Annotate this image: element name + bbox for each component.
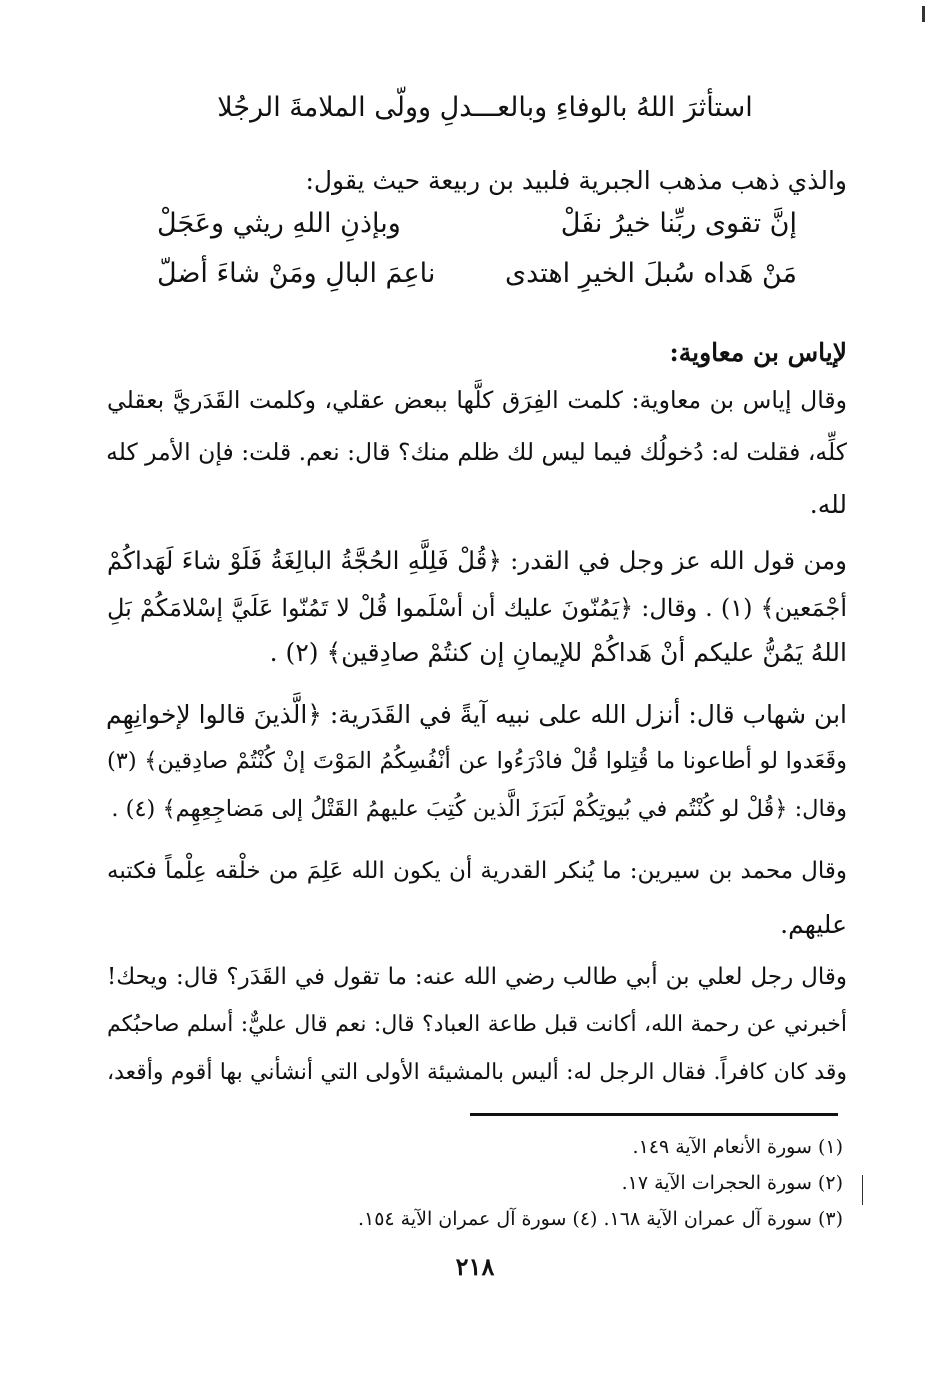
footnote-2: (٢) سورة الحجرات الآية ١٧. xyxy=(621,1172,843,1194)
paragraph-line: لله. xyxy=(809,490,847,519)
scan-speck xyxy=(922,6,925,22)
section-heading: لإياس بن معاوية: xyxy=(669,338,847,367)
footnote-1: (١) سورة الأنعام الآية ١٤٩. xyxy=(632,1136,843,1158)
couplet-2-first-hemistich: مَنْ هَداه سُبلَ الخيرِ اهتدى xyxy=(504,258,797,289)
poem-verse-top: استأثرَ اللهُ بالوفاءِ وبالعـــدلِ وولّى الملامةَ الرجُلا xyxy=(217,92,753,123)
paragraph-line: وقال محمد بن سيرين: ما يُنكر القدرية أن يكون الله عَلِمَ من خلْقه عِلْماً فكتبه xyxy=(107,858,847,884)
paragraph-line: ومن قول الله عز وجل في القدر: ﴿قُلْ فَلِلَّهِ الحُجَّةُ البالِغَةُ فَلَوْ شاءَ لَهَداكُمْ xyxy=(107,546,847,575)
paragraph-line: وقال إياس بن معاوية: كلمت الفِرَق كلَّها ببعض عقلي، وكلمت القَدَريَّ بعقلي xyxy=(107,386,847,414)
paragraph-line: اللهُ يَمُنُّ عليكم أنْ هَداكُمْ للإيمانِ إن كنتُمْ صادِقين﴾ (٢) . xyxy=(269,638,847,667)
couplet-1 xyxy=(157,208,797,248)
scan-speck xyxy=(862,1175,863,1205)
couplet-1-second-hemistich: وبإذنِ اللهِ ريثي وعَجَلْ xyxy=(157,208,401,239)
paragraph-line: وقَعَدوا لو أطاعونا ما قُتِلوا قُلْ فادْرَءُوا عن أنْفُسِكُمُ المَوْتَ إنْ كُنْتُمْ صادِقين﴾ (٣) xyxy=(107,748,847,774)
footnote-3: (٣) سورة آل عمران الآية ١٦٨. (٤) سورة آل عمران الآية ١٥٤. xyxy=(357,1208,843,1230)
couplet-2-second-hemistich: ناعِمَ البالِ ومَنْ شاءَ أضلّ xyxy=(157,258,436,289)
paragraph-line: وقال رجل لعلي بن أبي طالب رضي الله عنه: ما تقول في القَدَر؟ قال: ويحك! xyxy=(107,964,847,990)
paragraph-line: عليهم. xyxy=(780,910,847,939)
paragraph-line: وقد كان كافراً. فقال الرجل له: أليس بالمشيئة الأولى التي أنشأني بها أقوم وأقعد، xyxy=(107,1060,847,1085)
paragraph-line: وقال: ﴿قُلْ لو كُنْتُم في بُيوتِكُمْ لَبَرَزَ الَّذين كُتِبَ عليهمُ القَتْلُ إلى مَضاجِعِهِم﴾ (٤) . xyxy=(111,796,847,822)
paragraph-line: ابن شهاب قال: أنزل الله على نبيه آيةً في القَدَرية: ﴿الَّذينَ قالوا لإخوانِهِم xyxy=(105,700,847,729)
footnote-divider xyxy=(470,1113,838,1116)
paragraph-line: كلِّه، فقلت له: دُخولُك فيما ليس لك ظلم منك؟ قال: نعم. قلت: فإن الأمر كله xyxy=(106,438,847,466)
page-number: ٢١٨ xyxy=(455,1252,495,1281)
paragraph-line: أجْمَعين﴾ (١) . وقال: ﴿يَمُنّونَ عليك أن أسْلَموا قُلْ لا تَمُنّوا عَلَيَّ إسْلامَكُمْ بَلِ xyxy=(107,594,848,622)
intro-line: والذي ذهب مذهب الجبرية فلبيد بن ربيعة حيث يقول: xyxy=(305,166,847,195)
couplet-2 xyxy=(157,258,797,298)
paragraph-line: أخبرني عن رحمة الله، أكانت قبل طاعة العباد؟ قال: نعم قال عليٌّ: أسلم صاحبُكم xyxy=(107,1012,847,1037)
couplet-1-first-hemistich: إنَّ تقوى ربِّنا خيرُ نفَلْ xyxy=(560,208,797,239)
